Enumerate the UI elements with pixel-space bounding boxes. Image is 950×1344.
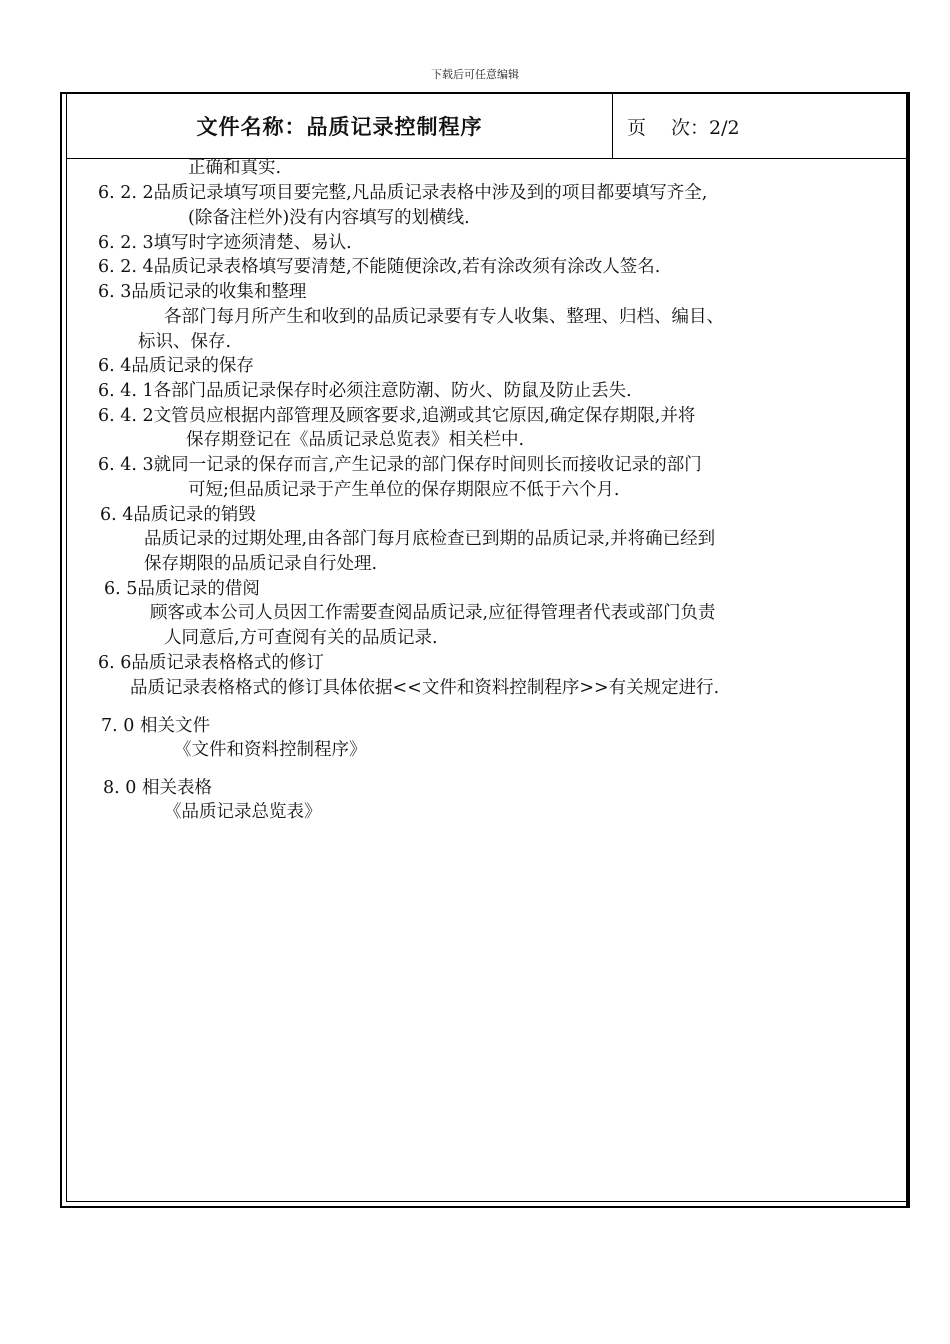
body-line: 人同意后,方可查阅有关的品质记录. [164, 628, 438, 648]
body-line: 正确和真实. [188, 158, 282, 178]
body-line: 《文件和资料控制程序》 [174, 740, 367, 760]
body-line: 6. 4. 3就同一记录的保存而言,产生记录的部门保存时间则长而接收记录的部门 [98, 455, 702, 475]
body-line: 品质记录的过期处理,由各部门每月底检查已到期的品质记录,并将确已经到 [144, 529, 716, 549]
body-line: 6. 2. 2品质记录填写项目要完整,凡品质记录表格中涉及到的项目都要填写齐全, [98, 183, 708, 203]
body-line: 7. 0 相关文件 [101, 716, 210, 736]
header-row [67, 94, 908, 159]
page-number: 页 次：2/2 [627, 116, 740, 139]
body-line: 顾客或本公司人员因工作需要查阅品质记录,应征得管理者代表或部门负责 [150, 603, 716, 623]
body-line: 6. 4品质记录的销毁 [100, 505, 256, 525]
frame-right-rule [906, 94, 908, 1206]
body-line: 保存期登记在《品质记录总览表》相关栏中. [186, 430, 525, 450]
body-line: 6. 5品质记录的借阅 [104, 579, 260, 599]
body-line: 品质记录表格格式的修订具体依据<<文件和资料控制程序>>有关规定进行. [130, 678, 720, 698]
body-line: (除备注栏外)没有内容填写的划横线. [188, 208, 470, 228]
body-line: 《品质记录总览表》 [164, 802, 322, 822]
body-line: 可短;但品质记录于产生单位的保存期限应不低于六个月. [188, 480, 620, 500]
body-line: 6. 4. 1各部门品质记录保存时必须注意防潮、防火、防鼠及防止丢失. [98, 381, 632, 401]
body-line: 各部门每月所产生和收到的品质记录要有专人收集、整理、归档、编目、 [164, 307, 724, 327]
body-line: 8. 0 相关表格 [103, 778, 212, 798]
body-line: 6. 2. 4品质记录表格填写要清楚,不能随便涂改,若有涂改须有涂改人签名. [98, 257, 661, 277]
body-line: 6. 6品质记录表格格式的修订 [98, 653, 324, 673]
body-line: 6. 2. 3填写时字迹须清楚、易认. [98, 233, 352, 253]
body-line: 6. 4品质记录的保存 [98, 356, 254, 376]
body-line: 6. 3品质记录的收集和整理 [98, 282, 307, 302]
document-title: 文件名称：品质记录控制程序 [67, 94, 613, 158]
body-line: 标识、保存. [138, 332, 232, 352]
top-note: 下载后可任意编辑 [431, 68, 519, 81]
body-line: 保存期限的品质记录自行处理. [144, 554, 378, 574]
document-frame [60, 92, 910, 1208]
document-inner-frame [66, 94, 908, 1202]
body-line: 6. 4. 2文管员应根据内部管理及顾客要求,追溯或其它原因,确定保存期限,并将 [98, 406, 696, 426]
